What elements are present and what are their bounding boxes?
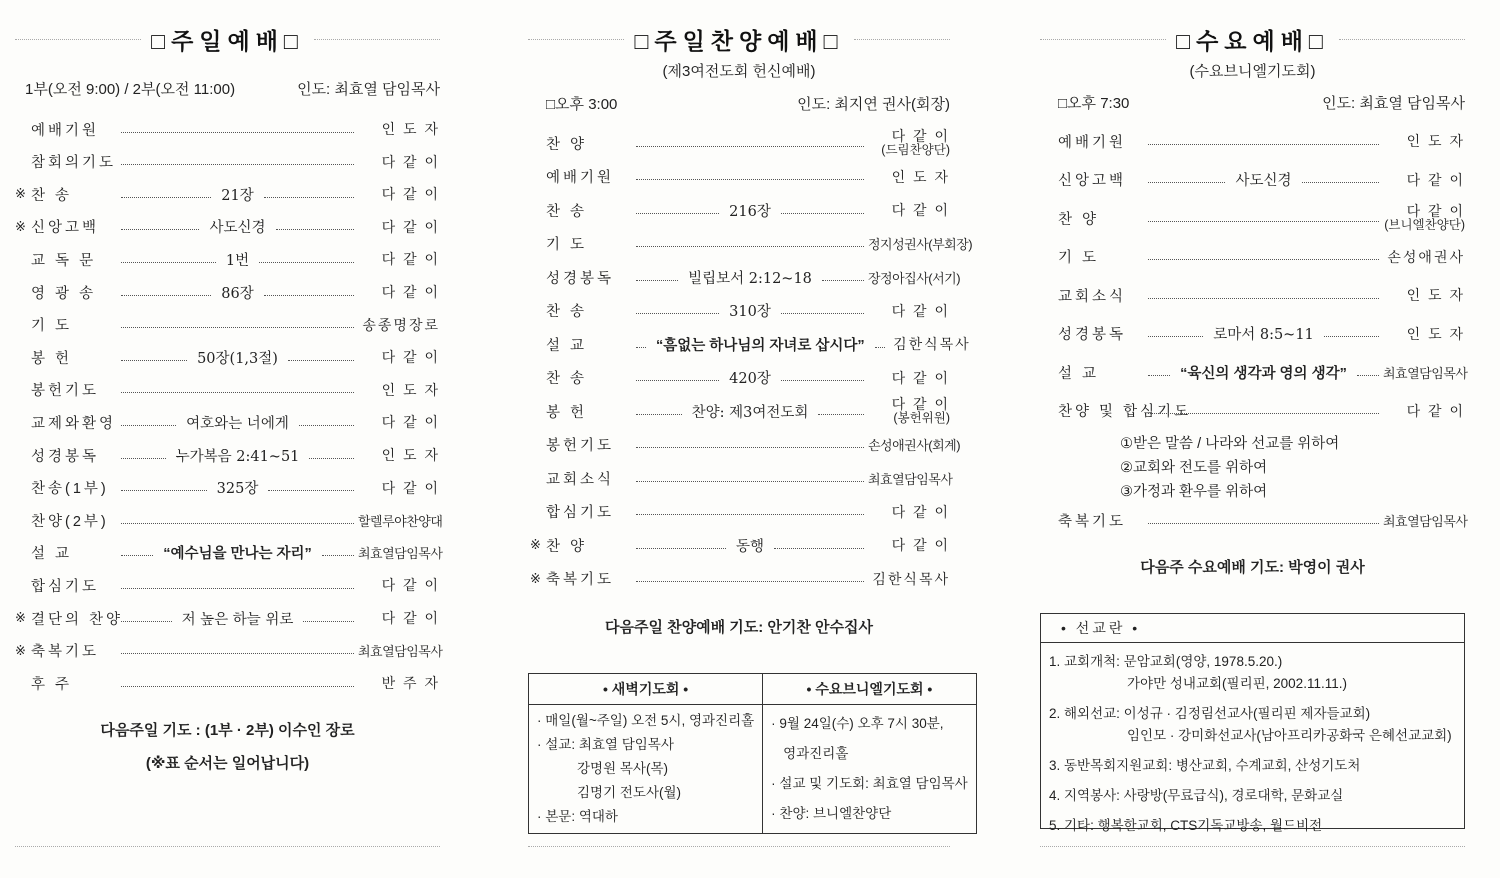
dot-leader <box>822 280 864 281</box>
order-label: 찬 송 <box>546 203 588 220</box>
dawn-prayer-box <box>529 705 763 834</box>
order-right: 최효열담임목사 <box>868 471 953 487</box>
stand-mark: ※ <box>530 537 541 552</box>
order-right: 인 도 자 <box>1406 325 1466 342</box>
mission-header: • 선교란 • <box>1041 614 1464 643</box>
order-label: 예배기원 <box>1058 134 1127 151</box>
order-right <box>868 397 950 425</box>
order-row <box>15 379 440 401</box>
title-dots-left <box>15 39 141 40</box>
order-detail: 420장 <box>729 371 771 387</box>
dot-leader <box>636 380 719 381</box>
dot-leader <box>121 490 207 491</box>
order-detail: 사도신경 <box>1235 173 1292 189</box>
order-row <box>530 501 950 523</box>
dot-leader <box>818 414 864 415</box>
order-label: 신앙고백 <box>31 220 100 237</box>
order-right-sub: (드림찬양단) <box>881 143 950 157</box>
order-right: 반 주 자 <box>381 675 440 692</box>
order-row <box>530 367 950 389</box>
dot-leader <box>299 425 354 426</box>
order-detail: 빌립보서 2:12~18 <box>688 270 812 287</box>
bottom-dots <box>528 846 950 847</box>
order-row <box>530 534 950 556</box>
order-right: 최효열담임목사 <box>1383 365 1468 381</box>
order-row <box>530 568 950 590</box>
dot-leader <box>121 327 354 328</box>
wed-leader: 인도: 최효열 담임목사 <box>1322 95 1465 112</box>
dot-leader <box>288 360 354 361</box>
order-row <box>1042 400 1465 422</box>
order-right: 다 같 이 <box>381 153 440 170</box>
title-dots-left <box>1040 39 1166 40</box>
praise-subtitle: (제3여전도회 헌신예배) <box>662 63 816 80</box>
wed-title-row <box>1040 22 1465 56</box>
wed-line: · 9월 24일(수) 오후 7시 30분, <box>771 716 944 731</box>
order-label: 축복기도 <box>31 644 100 661</box>
dot-leader <box>1148 259 1379 260</box>
order-detail: 저 높은 하늘 위로 <box>181 611 294 628</box>
prayer-topic: ①받은 말씀 / 나라와 선교를 위하여 <box>1120 436 1340 452</box>
dot-leader <box>1148 144 1379 145</box>
dot-leader <box>121 197 211 198</box>
praise-service-title: □주일찬양예배□ <box>634 27 844 54</box>
order-right: 송종명장로 <box>362 316 440 333</box>
dot-leader <box>1148 298 1379 299</box>
prayer-topic: ②교회와 전도를 위하여 <box>1120 460 1268 476</box>
wed-subtitle: (수요브니엘기도회) <box>1189 63 1316 80</box>
mission-list <box>1041 643 1464 838</box>
order-label: 봉헌기도 <box>546 438 615 454</box>
order-row <box>530 233 973 255</box>
order-label: 기 도 <box>546 237 588 253</box>
mission-line: 2. 해외선교: 이성규 · 김정림선교사(필리핀 제자들교회) <box>1049 706 1371 721</box>
dot-leader <box>774 548 864 549</box>
order-label: 찬 양 <box>546 538 588 555</box>
info-boxes <box>528 673 977 834</box>
dot-leader <box>636 213 719 214</box>
dot-leader <box>121 523 354 524</box>
dot-leader <box>121 262 216 263</box>
order-label: 찬 양 <box>546 136 588 153</box>
order-right: 다 같 이 <box>381 414 441 431</box>
order-right <box>868 129 950 157</box>
praise-next-prayer: 다음주일 찬양예배 기도: 안기찬 안수집사 <box>605 619 873 636</box>
order-detail: 50장(1,3절) <box>197 350 278 367</box>
title-dots-left <box>528 39 624 40</box>
mission-line: 5. 기타: 행복한교회, CTS기독교방송, 월드비전 <box>1049 818 1323 833</box>
order-right: 다 같 이 <box>381 251 441 268</box>
wed-next-prayer: 다음주 수요예배 기도: 박영이 권사 <box>1140 559 1365 576</box>
dot-leader <box>259 262 354 263</box>
dot-leader <box>636 447 864 448</box>
dot-leader <box>636 514 864 515</box>
order-detail: 1번 <box>225 252 250 269</box>
order-label: 영 광 송 <box>31 285 97 302</box>
dot-leader <box>1148 375 1170 376</box>
dawn-line: · 매일(월~주일) 오전 5시, 영과진리홀 <box>537 713 755 728</box>
order-right: 손성애권사 <box>1387 248 1465 265</box>
dot-leader <box>264 295 354 296</box>
wed-time: □오후 7:30 <box>1058 95 1130 112</box>
dot-leader <box>1148 523 1379 524</box>
prayer-topic: ③가정과 환우를 위하여 <box>1120 484 1268 500</box>
dot-leader <box>121 132 354 133</box>
order-label: 설 교 <box>31 546 73 563</box>
order-label: 찬양(2부) <box>31 513 109 530</box>
dot-leader <box>636 179 864 180</box>
order-right: 김한식목사 <box>872 570 950 587</box>
title-dots-right <box>854 39 950 40</box>
stand-mark: ※ <box>530 570 541 586</box>
wed-prayer-header: • 수요브니엘기도회 • <box>763 674 977 705</box>
order-row <box>15 118 440 140</box>
order-label: 설 교 <box>546 337 588 354</box>
dawn-line: 김명기 전도사(월) <box>577 785 682 800</box>
title-dots-right <box>314 39 440 40</box>
dot-leader <box>121 392 354 393</box>
sunday-service-column <box>15 0 443 878</box>
order-right: 다 같 이 <box>381 186 440 203</box>
order-right: 다 같 이 <box>381 577 440 594</box>
wednesday-column <box>1040 0 1468 878</box>
order-row <box>15 640 443 662</box>
title-dots-right <box>1339 39 1465 40</box>
order-right-main: 다 같 이 <box>1406 203 1465 219</box>
order-right: 김한식목사 <box>893 336 971 352</box>
order-row <box>1042 323 1465 345</box>
order-row <box>530 128 950 157</box>
order-right: 다 같 이 <box>1406 402 1465 419</box>
order-detail: 216장 <box>729 203 771 220</box>
order-row <box>1042 203 1465 232</box>
order-right: 최효열담임목사 <box>358 644 443 660</box>
dot-leader <box>636 246 864 247</box>
order-label: 찬 송 <box>546 371 588 387</box>
order-label: 찬송(1부) <box>31 481 109 498</box>
dot-leader <box>781 313 864 314</box>
order-row <box>15 477 440 499</box>
order-row <box>1042 361 1468 383</box>
sunday-title-row <box>15 22 440 56</box>
order-label: 합심기도 <box>546 505 615 521</box>
dawn-line: · 설교: 최효열 담임목사 <box>537 737 674 752</box>
dot-leader <box>1324 336 1379 337</box>
order-label: 기 도 <box>1058 250 1100 266</box>
order-right: 인 도 자 <box>381 447 440 463</box>
wed-prayer-box <box>763 705 977 834</box>
order-label: 찬 송 <box>546 304 588 320</box>
order-detail: “육신의 생각과 영의 생각” <box>1180 365 1347 382</box>
order-right: 정지성권사(부회장) <box>868 237 973 252</box>
dawn-line: · 본문: 역대하 <box>537 809 618 824</box>
dawn-line: 강명원 목사(목) <box>577 761 668 776</box>
dawn-prayer-header: • 새벽기도회 • <box>529 674 763 705</box>
wed-line: · 설교 및 기도회: 최효열 담임목사 <box>771 776 968 791</box>
order-detail: 동행 <box>736 538 765 555</box>
order-row <box>1042 130 1465 152</box>
order-row <box>1042 246 1465 268</box>
order-label: 축복기도 <box>546 572 615 588</box>
order-right: 다 같 이 <box>381 349 440 366</box>
order-row <box>15 574 440 596</box>
order-row <box>530 434 961 456</box>
dot-leader <box>781 213 864 214</box>
dot-leader <box>636 347 646 348</box>
order-row <box>15 281 440 303</box>
dot-leader <box>268 490 354 491</box>
order-row <box>15 151 440 173</box>
order-right: 장정아집사(서기) <box>868 270 961 286</box>
order-row <box>530 333 971 355</box>
dot-leader <box>1148 182 1225 183</box>
wed-header <box>1058 92 1465 113</box>
order-label: 참회의기도 <box>31 155 117 172</box>
wed-line: · 찬양: 브니엘찬양단 <box>771 806 892 821</box>
mission-line: 4. 지역봉사: 사랑방(무료급식), 경로대학, 문화교실 <box>1049 788 1344 803</box>
order-row <box>530 199 950 221</box>
dot-leader <box>875 347 885 348</box>
dot-leader <box>276 229 354 230</box>
order-right-main: 다 같 이 <box>891 396 950 412</box>
order-row <box>15 542 443 564</box>
dot-leader <box>636 581 864 582</box>
order-row <box>15 216 440 238</box>
order-right: 다 같 이 <box>381 218 440 235</box>
order-right: 다 같 이 <box>891 369 950 386</box>
dot-leader <box>264 197 354 198</box>
sunday-next-prayer: 다음주일 기도 : (1부 · 2부) 이수인 장로 <box>100 722 355 739</box>
dot-leader <box>1148 221 1379 222</box>
order-row <box>530 166 950 188</box>
dot-leader <box>121 621 172 622</box>
dot-leader <box>636 481 864 482</box>
stand-mark: ※ <box>15 642 26 658</box>
order-right-sub: (봉헌위원) <box>893 411 950 425</box>
order-right: 인 도 자 <box>381 381 440 398</box>
order-row <box>1042 169 1465 191</box>
dot-leader <box>121 360 187 361</box>
order-right: 최효열담임목사 <box>1383 513 1468 529</box>
order-detail: “예수님을 만나는 자리” <box>163 546 312 563</box>
order-right: 다 같 이 <box>381 284 440 300</box>
order-right: 할렐루야찬양대 <box>358 513 443 529</box>
order-right: 최효열담임목사 <box>358 546 443 562</box>
order-detail: 로마서 8:5~11 <box>1213 327 1314 343</box>
order-detail: 86장 <box>221 285 254 302</box>
dot-leader <box>121 425 176 426</box>
dot-leader <box>781 380 864 381</box>
order-row <box>15 444 440 466</box>
order-label: 찬 송 <box>31 187 73 204</box>
praise-leader: 인도: 최지연 권사(회장) <box>797 96 950 113</box>
dot-leader <box>121 555 153 556</box>
praise-header <box>546 93 950 114</box>
mission-line: 3. 동반목회지원교회: 병산교회, 수계교회, 산성기도처 <box>1049 758 1361 773</box>
dot-leader <box>121 295 211 296</box>
order-right-main: 다 같 이 <box>891 128 950 144</box>
dot-leader <box>121 686 354 687</box>
order-detail: 310장 <box>729 304 771 320</box>
order-right: 다 같 이 <box>381 479 440 496</box>
order-detail: 찬양: 제3여전도회 <box>691 404 809 421</box>
order-row <box>530 467 953 489</box>
order-right: 다 같 이 <box>1406 171 1465 188</box>
order-row <box>530 266 961 288</box>
order-right <box>1383 204 1465 232</box>
order-row <box>15 607 440 629</box>
dot-leader <box>121 458 166 459</box>
order-row <box>15 411 440 433</box>
dot-leader <box>636 414 682 415</box>
standing-note: (※표 순서는 일어납니다) <box>145 755 310 772</box>
dot-leader <box>121 588 354 589</box>
order-label: 교회소식 <box>1058 288 1127 305</box>
order-label: 후 주 <box>31 676 73 693</box>
order-label: 찬 양 <box>1058 211 1100 228</box>
stand-mark: ※ <box>15 218 26 234</box>
order-label: 예배기원 <box>31 122 100 139</box>
sunday-service-title: □주일예배□ <box>151 27 304 54</box>
order-row <box>1042 284 1465 306</box>
stand-mark: ※ <box>15 610 26 625</box>
wed-service-title: □수요예배□ <box>1176 27 1329 54</box>
order-label: 찬양 및 합심기도 <box>1058 404 1192 420</box>
order-row <box>530 300 950 322</box>
order-label: 성경봉독 <box>546 270 615 287</box>
stand-mark: ※ <box>15 186 26 202</box>
bottom-dots <box>1040 846 1465 847</box>
order-label: 기 도 <box>31 318 73 335</box>
dot-leader <box>309 458 354 459</box>
order-detail: 누가복음 2:41~51 <box>175 448 300 465</box>
mission-box <box>1040 613 1465 833</box>
dot-leader <box>636 313 719 314</box>
praise-time: □오후 3:00 <box>546 96 618 113</box>
order-label: 교제와환영 <box>31 415 117 432</box>
mission-line: 1. 교회개척: 문암교회(영양, 1978.5.20.) <box>1049 654 1283 669</box>
dot-leader <box>1302 182 1379 183</box>
order-detail: 사도신경 <box>209 220 266 237</box>
sunday-praise-column <box>528 0 973 878</box>
order-label: 합심기도 <box>31 578 100 595</box>
order-right: 다 같 이 <box>891 202 950 218</box>
order-row <box>15 346 440 368</box>
mission-line: 임인모 · 강미화선교사(남아프리카공화국 은혜선교교회) <box>1127 728 1452 743</box>
dot-leader <box>636 548 726 549</box>
order-label: 교 독 문 <box>31 252 97 269</box>
order-right: 다 같 이 <box>891 537 951 553</box>
dot-leader <box>322 555 354 556</box>
dot-leader <box>121 653 354 654</box>
order-right: 인 도 자 <box>381 121 440 137</box>
order-row <box>15 314 440 336</box>
dot-leader <box>121 229 199 230</box>
order-right: 손성애권사(회계) <box>868 438 961 453</box>
order-label: 결단의 찬양 <box>31 611 124 628</box>
mission-line: 가야만 성내교회(필리핀, 2002.11.11.) <box>1127 676 1347 691</box>
dot-leader <box>1148 336 1203 337</box>
order-label: 봉헌기도 <box>31 383 100 400</box>
order-right: 인 도 자 <box>1406 133 1465 149</box>
order-row <box>15 248 440 270</box>
order-detail: 325장 <box>216 481 259 498</box>
praise-title-row <box>528 22 950 56</box>
order-detail: “흠없는 하나님의 자녀로 삽시다” <box>656 337 865 354</box>
sunday-leader: 인도: 최효열 담임목사 <box>297 81 440 98</box>
order-label: 축복기도 <box>1058 513 1127 530</box>
order-label: 성경봉독 <box>31 448 100 465</box>
dot-leader <box>1357 375 1379 376</box>
order-label: 봉 헌 <box>546 404 588 421</box>
bottom-dots <box>15 846 440 847</box>
order-row <box>15 672 440 694</box>
order-right: 인 도 자 <box>891 168 950 185</box>
order-row <box>530 396 950 425</box>
order-detail: 여호와는 너에게 <box>186 415 289 432</box>
wed-line: 영과진리홀 <box>783 746 849 761</box>
dot-leader <box>636 146 864 147</box>
order-right-sub: (브니엘찬양단) <box>1384 218 1465 232</box>
order-right: 다 같 이 <box>381 610 441 626</box>
order-label: 성경봉독 <box>1058 327 1127 343</box>
sunday-header <box>25 78 440 99</box>
dot-leader <box>303 621 354 622</box>
order-label: 교회소식 <box>546 471 615 488</box>
dot-leader <box>121 164 354 165</box>
order-label: 설 교 <box>1058 365 1100 382</box>
sunday-time: 1부(오전 9:00) / 2부(오전 11:00) <box>25 81 236 98</box>
order-label: 예배기원 <box>546 170 615 186</box>
order-label: 봉 헌 <box>31 350 73 367</box>
order-right: 다 같 이 <box>891 302 950 319</box>
order-right: 다 같 이 <box>891 503 950 520</box>
dot-leader <box>636 280 678 281</box>
order-row <box>15 183 440 205</box>
order-right: 인 도 자 <box>1406 287 1465 303</box>
order-label: 신앙고백 <box>1058 173 1127 189</box>
order-row-blessing <box>1058 509 1468 531</box>
dot-leader <box>1148 413 1379 414</box>
order-row <box>15 509 443 531</box>
order-detail: 21장 <box>221 187 254 204</box>
